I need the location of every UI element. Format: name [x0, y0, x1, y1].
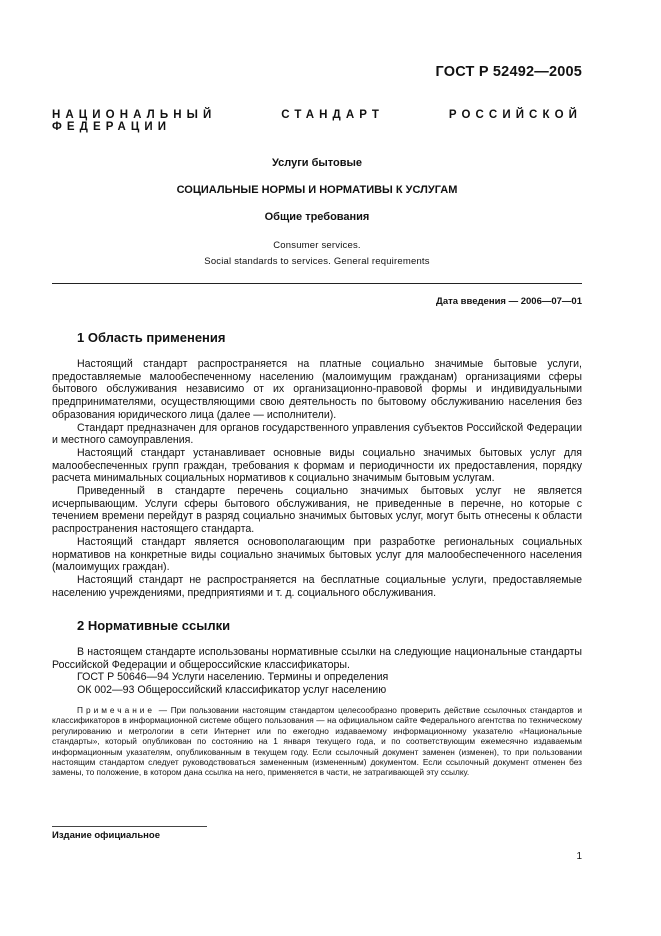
section-1-heading: 1 Область применения [77, 330, 226, 345]
section-1-paragraph: Приведенный в стандарте перечень социально значимых бытовых услуг не является исчерпывающим. Услуги сферы бытового обслуживания, не приведенные в перечне, но которые с течением времени перейдут в разряд социально значимых бытовых услуг, могут быть отнесены к области распространения настоящего стандарта. [52, 485, 582, 536]
section-1-paragraph: Настоящий стандарт распространяется на платные социально значимые бытовые услуги, предоставляемые малообеспеченному населению (малоимущим гражданам) организациями сферы бытового обслуживания независимо от их организационно-правовой формы и индивидуальными предпринимателями, осуществляющими свою деятельность по бытовому обслуживанию населения без образования юридического лица (далее — исполнители). [52, 358, 582, 421]
title-english-1: Consumer services. [273, 240, 361, 251]
section-1-paragraph: Стандарт предназначен для органов государственного управления субъектов Российской Федерации и местного самоуправления. [52, 421, 582, 447]
note-label: Примечание [77, 705, 156, 715]
section-2-body [52, 646, 582, 697]
section-1-paragraph: Настоящий стандарт является основополагающим при разработке региональных социальных нормативов на конкретные виды социально значимых бытовых услуг для малообеспеченного населения (малоимущих граждан). [52, 535, 582, 574]
note-text: — При пользовании настоящим стандартом целесообразно проверить действие ссылочных стандартов и классификаторов в информационной системе общего пользования — на официальном сайте Федерального агентства по техническому регулированию и метрологии в сети Интернет или по ежегодно издаваемому информационному указателю «Национальные стандарты», который опубликован по состоянию на 1 января текущего года, и по соответствующим ежемесячно издаваемым информационным указателям, опубликованным в текущем году. Если ссылочный документ заменен (изменен), то при пользовании настоящим стандартом следует руководствоваться замененным (измененным) документом. Если ссылочный документ отменен без замены, то положение, в котором дана ссылка на него, применяется в части, не затрагивающей эту ссылку. [52, 705, 582, 778]
reference-item: ГОСТ Р 50646—94 Услуги населению. Термины и определения [77, 671, 389, 684]
title-subtitle: Общие требования [264, 211, 370, 223]
section-1-paragraph: Настоящий стандарт не распространяется на бесплатные социальные услуги, предоставляемые населению учреждениями, предприятиями и т. д. социального обслуживания. [52, 573, 582, 599]
section-1-paragraph: Настоящий стандарт устанавливает основные виды социально значимых бытовых услуг для малообеспеченных групп граждан, требования к формам и периодичности их предоставления, порядку расчета минимальных социальных нормативов к социально значимым бытовым услугам. [52, 446, 582, 485]
official-edition-label: Издание официальное [52, 830, 160, 841]
reference-item: ОК 002—93 Общероссийский классификатор услуг населению [77, 684, 387, 697]
page-number: 1 [576, 851, 582, 862]
title-line-1: Услуги бытовые [271, 157, 363, 169]
standard-number: ГОСТ Р 52492—2005 [435, 64, 582, 80]
section-2-intro: В настоящем стандарте использованы нормативные ссылки на следующие национальные стандарты Российской Федерации и общероссийские классификаторы. [52, 646, 582, 671]
note-paragraph [52, 705, 582, 778]
title-divider [52, 283, 582, 284]
section-2-heading: 2 Нормативные ссылки [77, 618, 231, 633]
introduction-date: Дата введения — 2006—07—01 [436, 296, 582, 307]
note-block [52, 705, 582, 778]
section-1-body [52, 358, 582, 599]
title-english-2: Social standards to services. General requirements [204, 256, 430, 267]
national-standard-banner: НАЦИОНАЛЬНЫЙ СТАНДАРТ РОССИЙСКОЙ ФЕДЕРАЦИИ [52, 109, 582, 133]
edition-divider [52, 826, 207, 827]
title-main: СОЦИАЛЬНЫЕ НОРМЫ И НОРМАТИВЫ К УСЛУГАМ [176, 184, 458, 196]
